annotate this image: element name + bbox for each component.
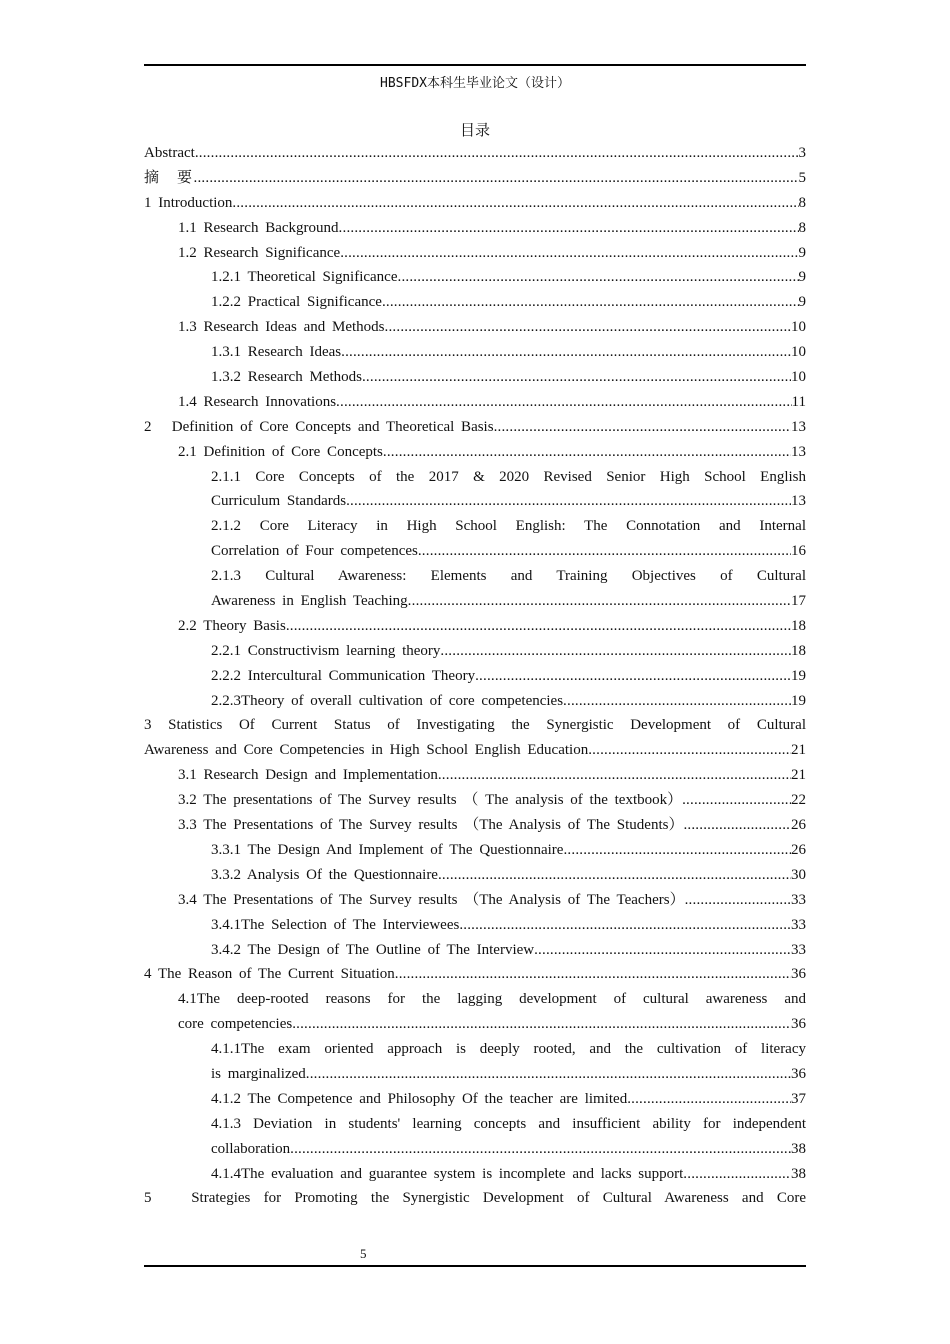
toc-dot-leader (627, 1087, 791, 1112)
toc-entry[interactable] (144, 713, 806, 763)
toc-entry-line (211, 539, 806, 564)
toc-entry[interactable] (211, 340, 806, 365)
toc-page-number: 18 (791, 642, 806, 659)
toc-entry-line (178, 390, 806, 415)
toc-entry[interactable] (178, 987, 806, 1037)
toc-entry[interactable] (144, 166, 806, 191)
toc-page-number: 22 (791, 792, 806, 809)
toc-entry-line (211, 913, 806, 938)
toc-entry-text: 1.3 Research Ideas and Methods (178, 319, 385, 336)
toc-dot-leader (418, 539, 791, 564)
toc-page-number: 30 (791, 866, 806, 883)
toc-entry-text: 3.3 The Presentations of The Survey results （The Analysis of The Students） (178, 817, 684, 834)
toc-entry-line (178, 1012, 806, 1037)
toc-entry-line (211, 863, 806, 888)
toc-dot-leader (438, 863, 791, 888)
toc-entry-text: 4.1The deep-rooted reasons for the lagging development of cultural awareness and (178, 991, 806, 1008)
toc-dot-leader (440, 639, 791, 664)
toc-entry-text: 1.4 Research Innovations (178, 393, 337, 410)
toc-entry-line (178, 614, 806, 639)
toc-entry-line (178, 888, 806, 913)
toc-page-number: 19 (791, 667, 806, 684)
toc-entry-text: Awareness in English Teaching (211, 593, 408, 610)
toc-entry-text: 1 Introduction (144, 194, 233, 211)
toc-entry[interactable] (178, 788, 806, 813)
toc-entry-line (178, 315, 806, 340)
toc-entry-line (211, 1137, 806, 1162)
toc-entry-text: core competencies (178, 1016, 293, 1033)
toc-entry-line (211, 290, 806, 315)
toc-entry-line (211, 1062, 806, 1087)
toc-page-number: 11 (791, 393, 806, 410)
toc-entry-text: 2.1.2 Core Literacy in High School English: The Connotation and Internal (211, 518, 806, 535)
toc-dot-leader (286, 614, 791, 639)
toc-dot-leader (683, 813, 791, 838)
toc-entry-line (144, 141, 806, 166)
toc-dot-leader (195, 141, 799, 166)
toc-dot-leader (395, 962, 791, 987)
toc-entry[interactable] (211, 1112, 806, 1162)
toc-entry-text: 2.1.1 Core Concepts of the 2017 & 2020 Revised Senior High School English (211, 468, 806, 485)
toc-entry-text: Awareness and Core Competencies in High School English Education (144, 742, 589, 759)
toc-page-number: 38 (791, 1140, 806, 1157)
toc-entry-line (211, 489, 806, 514)
toc-entry-line (211, 838, 806, 863)
toc-entry[interactable] (178, 440, 806, 465)
toc-entry-line (211, 340, 806, 365)
toc-page-number: 19 (791, 692, 806, 709)
toc-entry-text: 摘 要 (144, 169, 194, 186)
toc-page-number: 21 (791, 742, 806, 759)
toc-entry-line (178, 440, 806, 465)
toc-dot-leader (341, 340, 791, 365)
toc-page-number: 26 (791, 841, 806, 858)
toc-entry[interactable] (211, 1162, 806, 1187)
toc-dot-leader (494, 415, 791, 440)
toc-page-number: 16 (791, 543, 806, 560)
toc-entry-line (178, 241, 806, 266)
toc-entry-text: 2.1 Definition of Core Concepts (178, 443, 383, 460)
toc-entry[interactable] (178, 315, 806, 340)
toc-page-number: 36 (791, 1016, 806, 1033)
toc-entry-text: 2.1.3 Cultural Awareness: Elements and Training Objectives of Cultural (211, 568, 806, 585)
toc-entry-text: Correlation of Four competences (211, 543, 418, 560)
header-title: HBSFDX本科生毕业论文（设计） (380, 76, 570, 91)
toc-entry-text: 1.2.1 Theoretical Significance (211, 269, 398, 286)
toc-dot-leader (290, 1137, 791, 1162)
toc-entry-line (178, 987, 806, 1012)
toc-page-number: 10 (791, 319, 806, 336)
toc-entry-text: 2.2.1 Constructivism learning theory (211, 642, 441, 659)
toc-entry-line (211, 1087, 806, 1112)
toc-entry-line (211, 265, 806, 290)
toc-entry-line (211, 1037, 806, 1062)
toc-entry-line (211, 365, 806, 390)
toc-entry-text: 1.3.2 Research Methods (211, 369, 362, 386)
toc-dot-leader (408, 589, 791, 614)
toc-dot-leader (340, 241, 798, 266)
toc-page-number: 13 (791, 493, 806, 510)
toc-dot-leader (685, 888, 791, 913)
toc-entry[interactable] (178, 763, 806, 788)
toc-entry-text: 3 Statistics Of Current Status of Investigating the Synergistic Development of Cultural (144, 717, 806, 734)
toc-entry-line (144, 1186, 806, 1211)
toc-page-number: 36 (791, 1065, 806, 1082)
toc-dot-leader (382, 290, 799, 315)
toc-entry-text: 1.2 Research Significance (178, 244, 341, 261)
toc-entry[interactable] (144, 415, 806, 440)
toc-entry-text: 4.1.2 The Competence and Philosophy Of the teacher are limited (211, 1090, 628, 1107)
page-number: 5 (360, 1246, 367, 1261)
toc-entry[interactable] (178, 813, 806, 838)
toc-page-number: 10 (791, 344, 806, 361)
toc-entry-text: 4.1.4The evaluation and guarantee system is incomplete and lacks support (211, 1165, 684, 1182)
toc-entry[interactable] (144, 191, 806, 216)
toc-entry-line (211, 564, 806, 589)
toc-dot-leader (563, 838, 791, 863)
toc-entry-line (211, 1162, 806, 1187)
toc-entry-text: 3.1 Research Design and Implementation (178, 767, 438, 784)
toc-entry-line (144, 713, 806, 738)
toc-dot-leader (232, 191, 798, 216)
toc-entry[interactable] (211, 514, 806, 564)
toc-entry-text: Abstract (144, 145, 195, 161)
toc-dot-leader (563, 689, 791, 714)
toc-entry-line (211, 689, 806, 714)
toc-entry-line (144, 962, 806, 987)
toc-entry[interactable] (178, 888, 806, 913)
toc-page-number: 33 (791, 916, 806, 933)
toc-dot-leader (336, 390, 792, 415)
toc-entry[interactable] (211, 639, 806, 664)
toc-page-number: 9 (798, 244, 806, 261)
toc-entry-text: 4.1.1The exam oriented approach is deeply rooted, and the cultivation of literacy (211, 1041, 806, 1058)
toc-entry-line (211, 639, 806, 664)
toc-dot-leader (534, 938, 791, 963)
page-header (144, 64, 806, 91)
toc-entry[interactable] (211, 689, 806, 714)
toc-entry[interactable] (211, 664, 806, 689)
toc-entry[interactable] (144, 962, 806, 987)
toc-entry[interactable] (211, 265, 806, 290)
toc-entry-line (178, 763, 806, 788)
toc-entry-text: 5 Strategies for Promoting the Synergistic Development of Cultural Awareness and Core (144, 1190, 806, 1207)
toc-page-number: 26 (791, 817, 806, 834)
toc-page-number: 33 (791, 941, 806, 958)
toc-entry[interactable] (211, 938, 806, 963)
toc-dot-leader (346, 489, 791, 514)
toc-page-number: 21 (791, 767, 806, 784)
toc-entry[interactable] (211, 913, 806, 938)
toc-entry-line (144, 191, 806, 216)
toc-page-number: 36 (791, 966, 806, 983)
toc-entry-line (211, 514, 806, 539)
toc-entry-line (178, 216, 806, 241)
toc-dot-leader (459, 913, 791, 938)
toc-dot-leader (339, 216, 799, 241)
toc-entry[interactable] (144, 1186, 806, 1211)
toc-entry[interactable] (211, 564, 806, 614)
toc-page-number: 9 (798, 269, 806, 286)
toc-entry-text: is marginalized (211, 1065, 306, 1082)
toc-entry-text: 3.4.2 The Design of The Outline of The Interview (211, 941, 535, 958)
toc-entry[interactable] (211, 465, 806, 515)
toc-entry[interactable] (178, 216, 806, 241)
toc-page-number: 8 (798, 219, 806, 236)
toc-entry-line (178, 813, 806, 838)
toc-entry[interactable] (211, 1037, 806, 1087)
toc-entry[interactable] (144, 141, 806, 166)
toc-page-number: 3 (798, 145, 806, 161)
toc-entry-text: 3.2 The presentations of The Survey results （ The analysis of the textbook） (178, 792, 683, 809)
toc-entry-text: 2.2.3Theory of overall cultivation of core competencies (211, 692, 564, 709)
toc-page-number: 37 (791, 1090, 806, 1107)
toc-entry-text: Curriculum Standards (211, 493, 347, 510)
toc-dot-leader (194, 166, 799, 191)
table-of-contents (144, 141, 806, 1211)
toc-entry-text: 3.4.1The Selection of The Interviewees (211, 916, 460, 933)
toc-dot-leader (683, 1162, 791, 1187)
toc-page-number: 17 (791, 593, 806, 610)
toc-dot-leader (398, 265, 799, 290)
toc-dot-leader (306, 1062, 791, 1087)
toc-entry-line (211, 465, 806, 490)
toc-entry[interactable] (211, 863, 806, 888)
toc-entry[interactable] (211, 1087, 806, 1112)
toc-entry-text: 1.2.2 Practical Significance (211, 294, 382, 311)
toc-entry-line (211, 589, 806, 614)
toc-dot-leader (588, 738, 791, 763)
toc-title: 目录 (459, 123, 490, 139)
toc-dot-leader (362, 365, 791, 390)
toc-entry-text: 4.1.3 Deviation in students' learning concepts and insufficient ability for independent (211, 1115, 806, 1132)
toc-entry[interactable] (178, 614, 806, 639)
toc-entry[interactable] (178, 390, 806, 415)
toc-entry-text: collaboration (211, 1140, 291, 1157)
toc-entry-line (211, 938, 806, 963)
toc-page-number: 13 (791, 443, 806, 460)
toc-entry-text: 3.4 The Presentations of The Survey results （The Analysis of The Teachers） (178, 891, 685, 908)
toc-dot-leader (383, 440, 791, 465)
toc-page-number: 8 (798, 194, 806, 211)
toc-entry-text: 4 The Reason of The Current Situation (144, 966, 395, 983)
toc-entry-line (144, 166, 806, 191)
toc-dot-leader (292, 1012, 791, 1037)
toc-entry-text: 1.1 Research Background (178, 219, 339, 236)
toc-page-number: 38 (791, 1165, 806, 1182)
toc-entry-text: 3.3.1 The Design And Implement of The Questionnaire (211, 841, 564, 858)
toc-entry-text: 2.2.2 Intercultural Communication Theory (211, 667, 476, 684)
toc-dot-leader (682, 788, 791, 813)
toc-page-number: 9 (798, 294, 806, 311)
toc-page-number: 33 (791, 891, 806, 908)
toc-page-number: 10 (791, 369, 806, 386)
toc-entry-line (211, 664, 806, 689)
toc-entry[interactable] (211, 365, 806, 390)
toc-entry[interactable] (211, 838, 806, 863)
toc-entry-line (144, 738, 806, 763)
toc-page-number: 5 (798, 169, 806, 186)
toc-entry[interactable] (178, 241, 806, 266)
toc-entry-line (144, 415, 806, 440)
toc-entry-line (211, 1112, 806, 1137)
header-rule (144, 64, 806, 66)
toc-page-number: 18 (791, 617, 806, 634)
footer-rule (144, 1265, 806, 1267)
toc-entry-line (178, 788, 806, 813)
toc-entry-text: 3.3.2 Analysis Of the Questionnaire (211, 866, 438, 883)
toc-page-number: 13 (791, 418, 806, 435)
toc-dot-leader (438, 763, 791, 788)
toc-entry-text: 2.2 Theory Basis (178, 617, 286, 634)
toc-entry-text: 2 Definition of Core Concepts and Theoretical Basis (144, 418, 494, 435)
toc-dot-leader (385, 315, 791, 340)
toc-entry-text: 1.3.1 Research Ideas (211, 344, 342, 361)
toc-entry[interactable] (211, 290, 806, 315)
toc-dot-leader (475, 664, 791, 689)
